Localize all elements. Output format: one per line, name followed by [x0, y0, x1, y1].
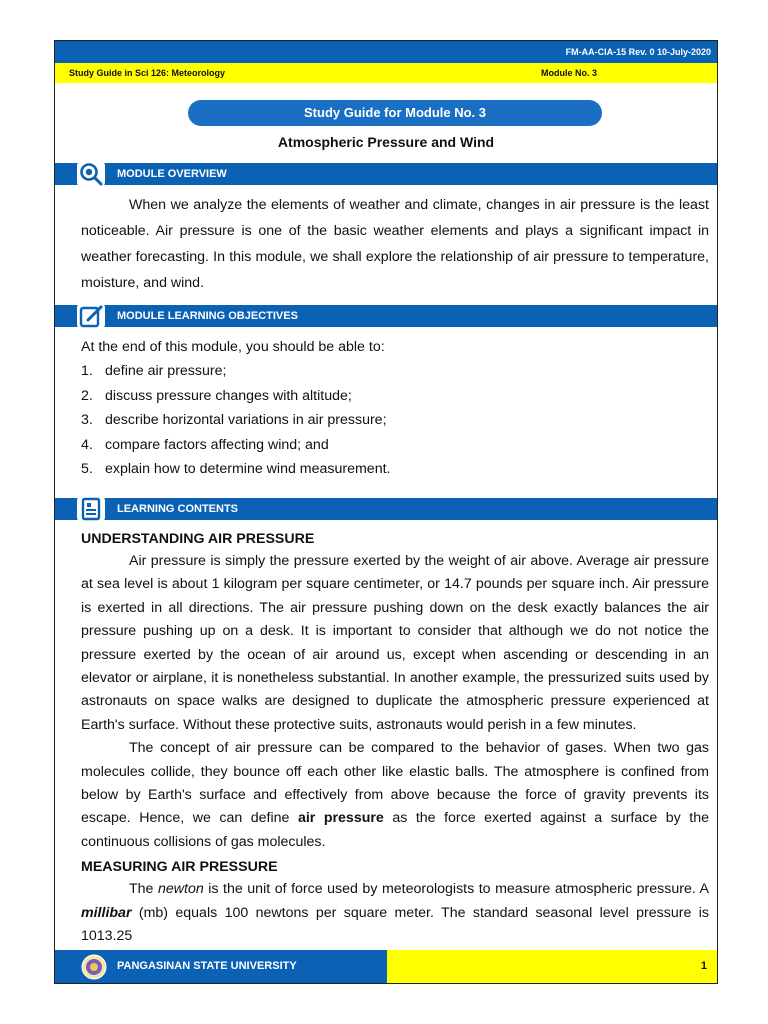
objectives-section-bar: [55, 305, 717, 327]
magnifier-icon: [77, 160, 105, 188]
document-list-icon: [77, 495, 105, 523]
contents-body: [81, 528, 709, 949]
document-page: [54, 40, 718, 984]
section-title-understanding: UNDERSTANDING AIR PRESSURE: [81, 531, 315, 547]
objectives-body: [81, 335, 709, 482]
university-seal-icon: [81, 954, 107, 983]
contents-heading: LEARNING CONTENTS: [117, 503, 238, 515]
module-number: Module No. 3: [541, 68, 597, 78]
list-item: 1. define air pressure;: [81, 363, 227, 379]
header-course-bar: [55, 63, 717, 83]
course-title: Study Guide in Sci 126: Meteorology: [69, 68, 226, 78]
list-item: 5. explain how to determine wind measurement.: [81, 461, 391, 478]
contents-section-bar: [55, 498, 717, 520]
paragraph-3: The newton is the unit of force used by meteorologists to measure atmospheric pressure. A millibar (mb) equals 100 newtons per square meter. The standard seasonal level pressure is 1013.25: [81, 881, 709, 945]
list-item: 3. describe horizontal variations in air pressure;: [81, 412, 387, 429]
overview-body: [81, 192, 709, 296]
objectives-intro: At the end of this module, you should be able to:: [81, 339, 385, 355]
footer-page-bar: [387, 950, 717, 983]
objectives-list: [81, 359, 709, 482]
overview-text: When we analyze the elements of weather and climate, changes in air pressure is the least noticeable. Air pressure is one of the basic weather elements and plays a significant impact in weather forecasting. In this module, we shall explore the relationship of air pressure to temperature, moisture, and wind.: [81, 197, 709, 291]
page-number: 1: [700, 960, 707, 972]
section-title-measuring: MEASURING AIR PRESSURE: [81, 859, 278, 876]
paragraph-1: Air pressure is simply the pressure exerted by the weight of air above. Average air pressure at sea level is about 1 kilogram per square centimeter, or 14.7 pounds per square inch. Air pressure is exerted in all directions. The air pressure pushing down on the desk exactly balances the air pressure pushing up on a desk. It is important to consider that although we do not notice the pressure exerted by the ocean of air around us, except when ascending or descending in an elevator or airplane, it is nonetheless substantial. In another example, the pressurized suits used by astronauts on space walks are designed to duplicate the atmospheric pressure experienced at Earth's surface. Without these protective suits, astronauts would perish in a few minutes.: [81, 553, 709, 733]
footer-university-bar: [55, 950, 387, 983]
header-form-code: FM-AA-CIA-15 Rev. 0 10-July-2020: [55, 41, 717, 63]
overview-heading: MODULE OVERVIEW: [117, 168, 227, 180]
list-item: 4. compare factors affecting wind; and: [81, 436, 329, 453]
list-item: 2. discuss pressure changes with altitude;: [81, 387, 352, 404]
objectives-heading: MODULE LEARNING OBJECTIVES: [117, 310, 298, 322]
module-subtitle: Atmospheric Pressure and Wind: [277, 134, 495, 150]
study-guide-title: Study Guide for Module No. 3: [188, 100, 602, 126]
overview-section-bar: [55, 163, 717, 185]
paragraph-2: The concept of air pressure can be compared to the behavior of gases. When two gas molecules collide, they bounce off each other like elastic balls. The atmosphere is confined from below by Earth's surface and effectively from above because the force of gravity prevents its escape. Hence, we can define air pressure as the force exerted against a surface by the continuous collisions of gas molecules.: [81, 740, 710, 850]
pencil-edit-icon: [77, 302, 105, 330]
university-name: PANGASINAN STATE UNIVERSITY: [117, 960, 297, 972]
